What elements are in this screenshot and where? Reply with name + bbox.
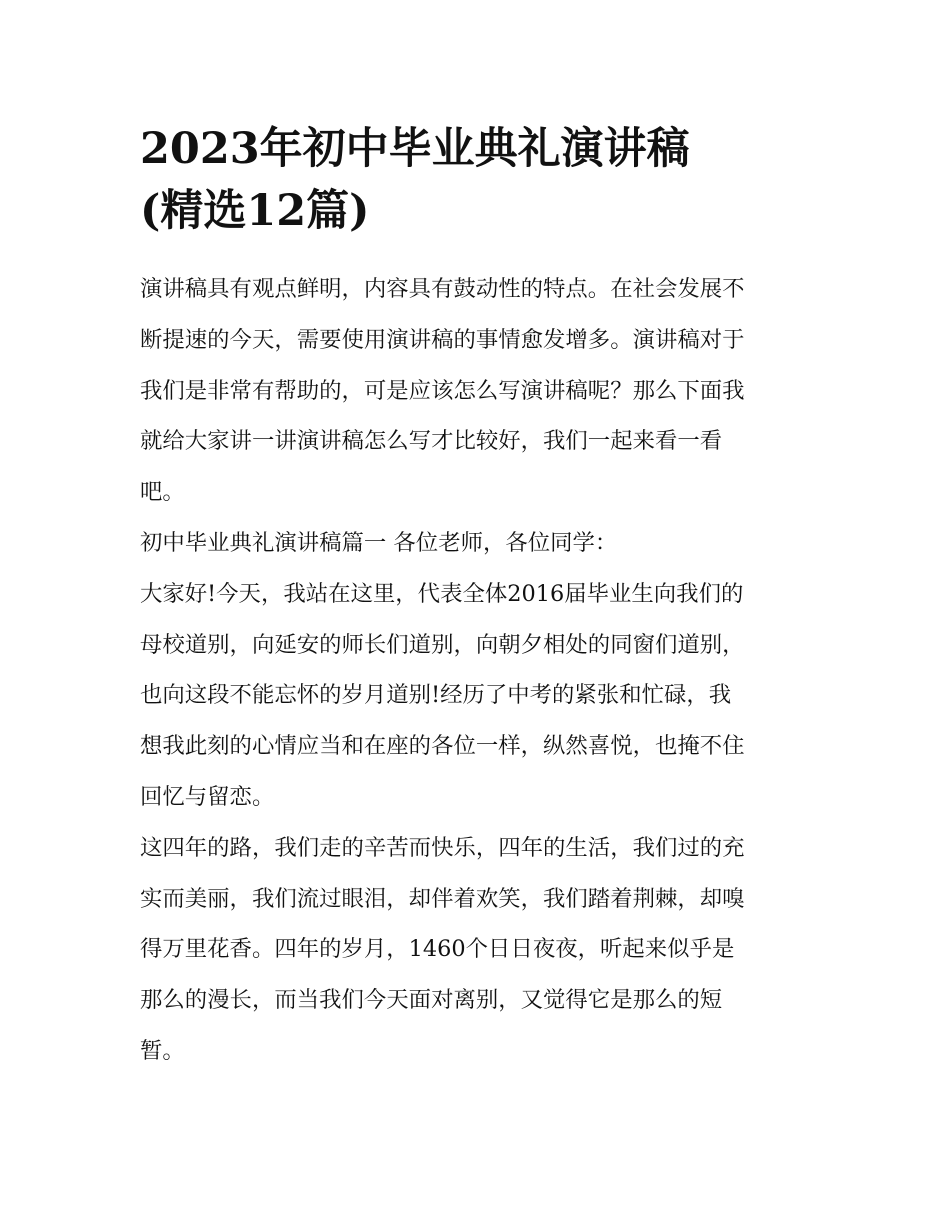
paragraph-line: 我们是非常有帮助的，可是应该怎么写演讲稿呢？那么下面我 (140, 377, 745, 404)
speech-paragraph-1 (140, 569, 816, 823)
paragraph-line: 也向这段不能忘怀的岁月道别!经历了中考的紧张和忙碌，我 (140, 682, 732, 709)
paragraph-line: 这四年的路，我们走的辛苦而快乐，四年的生活，我们过的充 (140, 834, 745, 861)
paragraph-line: 回忆与留恋。 (140, 783, 275, 810)
paragraph-line: 暂。 (140, 1037, 185, 1064)
intro-paragraph (140, 264, 816, 518)
title-line-1: 2023年初中毕业典礼演讲稿 (140, 124, 690, 174)
speech-paragraph-2 (140, 823, 816, 1077)
paragraph-line: 断提速的今天，需要使用演讲稿的事情愈发增多。演讲稿对于 (140, 326, 745, 353)
paragraph-line: 演讲稿具有观点鲜明，内容具有鼓动性的特点。在社会发展不 (140, 276, 745, 302)
paragraph-line: 实而美丽，我们流过眼泪，却伴着欢笑，我们踏着荆棘，却嗅 (140, 885, 745, 912)
document-title (140, 118, 816, 242)
paragraph-line: 想我此刻的心情应当和在座的各位一样，纵然喜悦，也掩不住 (140, 733, 745, 760)
paragraph-line: 初中毕业典礼演讲稿篇一 各位老师，各位同学： (140, 529, 618, 556)
title-line-2: (精选12篇) (140, 186, 370, 236)
paragraph-line: 得万里花香。四年的岁月，1460个日日夜夜，听起来似乎是 (140, 936, 735, 963)
speech-heading-paragraph (140, 518, 816, 569)
paragraph-line: 就给大家讲一讲演讲稿怎么写才比较好，我们一起来看一看 (140, 428, 723, 455)
paragraph-line: 母校道别，向延安的师长们道别，向朝夕相处的同窗们道别， (140, 631, 745, 658)
paragraph-line: 那么的漫长，而当我们今天面对离别，又觉得它是那么的短 (140, 987, 723, 1014)
paragraph-line: 吧。 (140, 479, 185, 506)
document-content (140, 118, 816, 1077)
paragraph-line: 大家好!今天，我站在这里，代表全体2016届毕业生向我们的 (140, 580, 744, 607)
